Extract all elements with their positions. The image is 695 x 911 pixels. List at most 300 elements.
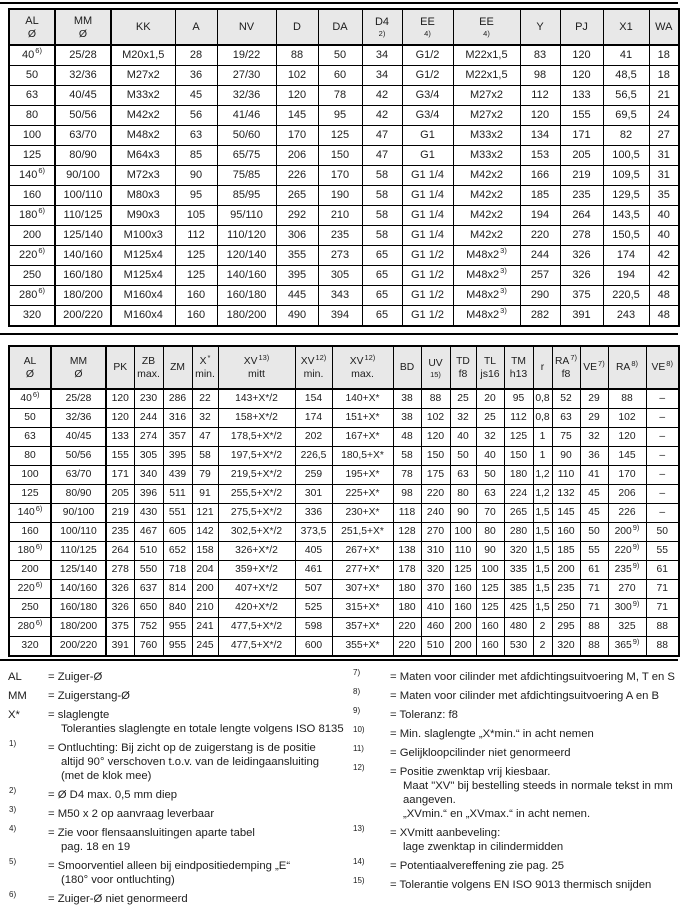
table-cell: 47: [362, 146, 402, 166]
table-cell: 80/90: [51, 485, 106, 504]
table-cell: 42: [649, 246, 679, 266]
table-cell: 385: [504, 580, 533, 599]
table-cell: 507: [295, 580, 332, 599]
table-cell: 194: [520, 206, 560, 226]
table-cell: 79: [192, 466, 218, 485]
table-cell: 2: [533, 637, 552, 657]
table-cell: –: [646, 389, 679, 409]
table-cell: 40: [649, 206, 679, 226]
header-row: [9, 9, 679, 45]
table-cell: 370: [421, 580, 450, 599]
table-cell: 158+X*/2: [218, 409, 295, 428]
column-header-al: AL Ø: [9, 9, 55, 45]
table-cell: 31: [649, 146, 679, 166]
table-cell: M64x3: [111, 146, 175, 166]
table-cell: 359+X*/2: [218, 561, 295, 580]
table-cell: 140$^{6)}$: [9, 504, 51, 523]
table-cell: 32/36: [51, 409, 106, 428]
table-cell: 133: [560, 86, 603, 106]
table-cell: 340: [134, 466, 163, 485]
table-cell: 955: [163, 618, 192, 637]
footnote-term: 2): [9, 786, 17, 796]
footnote-item: [8, 859, 352, 887]
table-cell: 25/28: [51, 389, 106, 409]
footnote-term: 5): [9, 857, 17, 867]
table-cell: 170: [608, 466, 646, 485]
footnote-text: [48, 741, 352, 783]
table-cell: 1,5: [533, 542, 552, 561]
table-cell: M42x2: [453, 186, 520, 206]
table-cell: 259: [295, 466, 332, 485]
table-row: [9, 485, 679, 504]
footnote-line: = Zie voor flensaansluitingen aparte tabel: [48, 827, 255, 839]
footnote-line: (180° voor ontluchting): [61, 874, 175, 886]
table-cell: M20x1,5: [111, 45, 175, 66]
table-cell: 50: [476, 466, 504, 485]
footnote-term: 10): [353, 725, 365, 735]
table-cell: 235: [318, 226, 362, 246]
table-cell: 320: [9, 637, 51, 657]
table-cell: 42: [362, 86, 402, 106]
table-cell: 100: [9, 126, 55, 146]
table-cell: 306: [276, 226, 318, 246]
table-cell: 48: [393, 428, 421, 447]
table-cell: 394: [318, 306, 362, 327]
column-header-pk: PK: [106, 346, 134, 389]
table-cell: 91: [192, 485, 218, 504]
footnote-item: [352, 727, 695, 741]
table-cell: 85: [175, 146, 217, 166]
table-cell: 47: [362, 126, 402, 146]
table-cell: 206: [276, 146, 318, 166]
table-cell: 70: [476, 504, 504, 523]
table-cell: 598: [295, 618, 332, 637]
table-cell: 58: [362, 226, 402, 246]
table-cell: 375: [560, 286, 603, 306]
table-cell: M42x2: [453, 166, 520, 186]
footnotes-left-column: [8, 670, 352, 911]
table-cell: 32: [450, 409, 476, 428]
table-row: [9, 206, 679, 226]
table-cell: 63: [9, 428, 51, 447]
table-cell: 280$^{6)}$: [9, 618, 51, 637]
footnote-term: 3): [9, 805, 17, 815]
table-cell: 490: [276, 306, 318, 327]
footnote-text: [390, 689, 695, 703]
table-cell: 58: [362, 186, 402, 206]
table-cell: 88: [608, 389, 646, 409]
table-cell: 125: [476, 599, 504, 618]
table-cell: 200: [552, 561, 580, 580]
table-cell: 150: [504, 447, 533, 466]
table-cell: 100,5: [603, 146, 649, 166]
footnote-text: [390, 826, 695, 854]
table-cell: 160: [9, 523, 51, 542]
table-cell: 120: [276, 86, 318, 106]
footnote-line: = XVmitt aanbeveling:: [390, 827, 501, 839]
table-cell: 71: [646, 599, 679, 618]
table-cell: 151+X*: [332, 409, 393, 428]
table-cell: 250: [552, 599, 580, 618]
table-cell: 50: [646, 523, 679, 542]
table-cell: 125/140: [55, 226, 111, 246]
table-cell: 200/220: [51, 637, 106, 657]
footnote-line: = Zuiger-Ø niet genormeerd: [48, 893, 188, 905]
table-cell: 220$^{6)}$: [9, 580, 51, 599]
table-cell: 65: [362, 266, 402, 286]
footnote-item: [8, 788, 352, 802]
table-cell: 210: [192, 599, 218, 618]
table-cell: 305: [134, 447, 163, 466]
table-cell: 430: [134, 504, 163, 523]
table-cell: 240: [421, 504, 450, 523]
table-cell: 219: [560, 166, 603, 186]
column-header-uv: UV 15): [421, 346, 450, 389]
table-cell: 102: [608, 409, 646, 428]
table-cell: 300$^{9)}$: [608, 599, 646, 618]
table-cell: 145: [608, 447, 646, 466]
table-cell: M80x3: [111, 186, 175, 206]
table-cell: M48x2$^{3)}$: [453, 286, 520, 306]
table-row: [9, 504, 679, 523]
table-cell: 320: [552, 637, 580, 657]
table-cell: 1,5: [533, 599, 552, 618]
table-cell: 160: [175, 286, 217, 306]
column-header-a: A: [175, 9, 217, 45]
footnote-text: [390, 708, 695, 722]
table-cell: 282: [520, 306, 560, 327]
table-cell: 251,5+X*: [332, 523, 393, 542]
table-cell: 88: [421, 389, 450, 409]
table-cell: 38: [393, 409, 421, 428]
table-cell: 197,5+X*/2: [218, 447, 295, 466]
table-cell: 55: [646, 542, 679, 561]
table-row: [9, 45, 679, 66]
table-cell: 36: [175, 66, 217, 86]
table-row: [9, 618, 679, 637]
column-header-bd: BD: [393, 346, 421, 389]
table-cell: 244: [520, 246, 560, 266]
table-cell: 88: [646, 618, 679, 637]
column-header-zm: ZM: [163, 346, 192, 389]
table-cell: 63/70: [55, 126, 111, 146]
table-cell: 34: [362, 66, 402, 86]
table-cell: 27: [649, 126, 679, 146]
footnote-term: 6): [9, 890, 17, 900]
table-cell: 407+X*/2: [218, 580, 295, 599]
table-cell: 120: [560, 45, 603, 66]
table-cell: 230: [134, 389, 163, 409]
column-header-wa: WA: [649, 9, 679, 45]
table-cell: 95: [175, 186, 217, 206]
column-header-ve8: VE$^{8)}$: [646, 346, 679, 389]
table-cell: 78: [393, 466, 421, 485]
footnote-text: [48, 892, 352, 906]
table-cell: 18: [649, 66, 679, 86]
table-cell: 171: [106, 466, 134, 485]
table-cell: 637: [134, 580, 163, 599]
table-cell: 355: [276, 246, 318, 266]
column-header-x1: X1: [603, 9, 649, 45]
table-cell: 50/56: [51, 447, 106, 466]
table-cell: G1 1/4: [402, 226, 453, 246]
table-cell: 396: [134, 485, 163, 504]
table-cell: G3/4: [402, 86, 453, 106]
table-cell: 80: [9, 106, 55, 126]
table-cell: 29: [580, 389, 608, 409]
table-cell: 326: [106, 599, 134, 618]
table-cell: 302,5+X*/2: [218, 523, 295, 542]
table-cell: 50: [450, 447, 476, 466]
table-cell: 244: [134, 409, 163, 428]
table-cell: 58: [362, 206, 402, 226]
table-cell: 63: [9, 86, 55, 106]
footnote-line: = M50 x 2 op aanvraag leverbaar: [48, 808, 215, 820]
table-cell: 71: [580, 580, 608, 599]
table-cell: 264: [560, 206, 603, 226]
table-cell: 158: [192, 542, 218, 561]
table-cell: 180,5+X*: [332, 447, 393, 466]
footnote-line: Toleranties slaglengte en totale lengte volgens ISO 8135: [61, 723, 344, 735]
table-cell: 69,5: [603, 106, 649, 126]
table-cell: 650: [134, 599, 163, 618]
footnote-term: MM: [8, 690, 27, 702]
table-cell: 50/60: [217, 126, 276, 146]
table-cell: M48x2$^{3)}$: [453, 266, 520, 286]
table-cell: 40: [476, 447, 504, 466]
table-cell: 510: [421, 637, 450, 657]
table-cell: 166: [520, 166, 560, 186]
table-cell: 278: [106, 561, 134, 580]
table-cell: G1: [402, 126, 453, 146]
table-cell: 551: [163, 504, 192, 523]
table-cell: 220: [393, 618, 421, 637]
table-cell: 200: [450, 618, 476, 637]
footnote-term: 4): [9, 824, 17, 834]
table-cell: –: [646, 485, 679, 504]
footnote-text: [390, 746, 695, 760]
footnote-line: = Potentiaalvereffening zie pag. 25: [390, 860, 565, 872]
table-cell: 160: [9, 186, 55, 206]
table-cell: G1/2: [402, 66, 453, 86]
table-cell: 180: [393, 599, 421, 618]
footnote-line: = Ontluchting: Bij zicht op de zuigerstang is de positie: [48, 742, 316, 754]
column-header-al: AL Ø: [9, 346, 51, 389]
column-header-ve7: VE$^{7)}$: [580, 346, 608, 389]
table-cell: 1,2: [533, 485, 552, 504]
table-cell: 50: [318, 45, 362, 66]
table-cell: 357+X*: [332, 618, 393, 637]
table-cell: 405: [295, 542, 332, 561]
table-cell: 200: [9, 561, 51, 580]
table-cell: 61: [580, 561, 608, 580]
table-cell: 25/28: [55, 45, 111, 66]
table-cell: 129,5: [603, 186, 649, 206]
column-header-kk: KK: [111, 9, 175, 45]
table-cell: 160/180: [51, 599, 106, 618]
table-cell: 180: [393, 580, 421, 599]
table-cell: 230+X*: [332, 504, 393, 523]
table-cell: 63: [476, 485, 504, 504]
table-cell: G1 1/2: [402, 306, 453, 327]
table-cell: 98: [520, 66, 560, 86]
table-cell: 50: [580, 523, 608, 542]
table-cell: 63: [450, 466, 476, 485]
table-cell: 160: [450, 580, 476, 599]
table-cell: 600: [295, 637, 332, 657]
table-cell: 525: [295, 599, 332, 618]
cylinder-dimensions-table-top: [8, 8, 680, 327]
footnote-line: = Gelijkloopcilinder niet genormeerd: [390, 747, 571, 759]
table-cell: 530: [504, 637, 533, 657]
table-cell: 100/110: [55, 186, 111, 206]
table-cell: 355+X*: [332, 637, 393, 657]
table-cell: M90x3: [111, 206, 175, 226]
table-cell: 235: [552, 580, 580, 599]
table-cell: 160: [450, 599, 476, 618]
table-cell: 41: [580, 466, 608, 485]
table-cell: 48,5: [603, 66, 649, 86]
table-cell: 202: [295, 428, 332, 447]
table-row: [9, 146, 679, 166]
table-cell: 100: [476, 561, 504, 580]
table-cell: G1/2: [402, 45, 453, 66]
table-cell: 467: [134, 523, 163, 542]
table-cell: 307+X*: [332, 580, 393, 599]
table-cell: 1,5: [533, 504, 552, 523]
table-cell: 226,5: [295, 447, 332, 466]
table-cell: 373,5: [295, 523, 332, 542]
table-row: [9, 246, 679, 266]
table-cell: G1 1/4: [402, 186, 453, 206]
footnote-item: [8, 741, 352, 783]
table-cell: 32: [192, 409, 218, 428]
middle-divider-rule: [0, 333, 678, 335]
footnote-line: = Min. slaglengte „X*min.“ in acht nemen: [390, 728, 594, 740]
table-cell: –: [646, 447, 679, 466]
table-cell: 110/120: [217, 226, 276, 246]
table-cell: 220,5: [603, 286, 649, 306]
table-cell: 194: [603, 266, 649, 286]
table-cell: M160x4: [111, 306, 175, 327]
column-header-tl: TL js16: [476, 346, 504, 389]
table-cell: 90: [175, 166, 217, 186]
table-cell: 32/36: [55, 66, 111, 86]
table-cell: 61: [646, 561, 679, 580]
table-cell: 63: [552, 409, 580, 428]
table-cell: 305: [318, 266, 362, 286]
column-header-xv13: XV$^{13)}$ mitt: [218, 346, 295, 389]
footnote-item: [352, 859, 695, 873]
table-cell: 391: [106, 637, 134, 657]
column-header-ee: EE 4): [402, 9, 453, 45]
table-cell: 60: [318, 66, 362, 86]
table-cell: 425: [504, 599, 533, 618]
footnote-line: pag. 18 en 19: [61, 841, 131, 853]
table-cell: 134: [520, 126, 560, 146]
table-cell: 200/220: [55, 306, 111, 327]
footnote-line: = slaglengte: [48, 709, 110, 721]
table-row: [9, 637, 679, 657]
table-cell: 35: [649, 186, 679, 206]
footnote-text: [48, 807, 352, 821]
table-cell: 155: [106, 447, 134, 466]
table-cell: 175: [421, 466, 450, 485]
table-cell: 316: [163, 409, 192, 428]
table-cell: 40/45: [55, 86, 111, 106]
footnote-term: 8): [353, 687, 361, 697]
table-cell: M27x2: [453, 86, 520, 106]
table-cell: 120: [421, 428, 450, 447]
table-cell: G1 1/4: [402, 166, 453, 186]
table-cell: 41: [603, 45, 649, 66]
table-cell: 174: [295, 409, 332, 428]
table-cell: 132: [552, 485, 580, 504]
table-cell: 170: [276, 126, 318, 146]
table-cell: 153: [520, 146, 560, 166]
table-cell: 47: [192, 428, 218, 447]
footnote-item: [8, 826, 352, 854]
footnote-text: [48, 826, 352, 854]
table-cell: 326: [560, 266, 603, 286]
table-cell: 100/110: [51, 523, 106, 542]
table-row: [9, 266, 679, 286]
footnote-item: [8, 892, 352, 906]
column-header-xv12: XV$^{12)}$ max.: [332, 346, 393, 389]
table-cell: 110/125: [51, 542, 106, 561]
footnote-text: [390, 878, 695, 892]
table-cell: 24: [649, 106, 679, 126]
table-cell: 27/30: [217, 66, 276, 86]
table-cell: 82: [603, 126, 649, 146]
table-cell: 40: [649, 226, 679, 246]
footnote-term: 9): [353, 706, 361, 716]
table-cell: M72x3: [111, 166, 175, 186]
table-cell: 40: [450, 428, 476, 447]
table-cell: G1 1/4: [402, 206, 453, 226]
footnote-line: „XVmin.“ en „XVmax.“ in acht nemen.: [403, 808, 591, 820]
table-row: [9, 523, 679, 542]
column-header-d: D: [276, 9, 318, 45]
table-cell: 128: [393, 523, 421, 542]
table-cell: 85/95: [217, 186, 276, 206]
table-cell: 280$^{6)}$: [9, 286, 55, 306]
table-cell: 245: [192, 637, 218, 657]
footnote-term: 14): [353, 857, 365, 867]
table-cell: 112: [520, 86, 560, 106]
table-cell: 270: [608, 580, 646, 599]
footnote-line: = Positie zwenktap vrij kiesbaar.: [390, 766, 551, 778]
table-cell: 125: [9, 146, 55, 166]
column-header-xv12: XV$^{12)}$ min.: [295, 346, 332, 389]
table-cell: 200$^{9)}$: [608, 523, 646, 542]
column-header-td: TD f8: [450, 346, 476, 389]
table-cell: 45: [580, 485, 608, 504]
table-cell: 204: [192, 561, 218, 580]
table-cell: M33x2: [453, 146, 520, 166]
table-cell: 90/100: [55, 166, 111, 186]
footnote-text: [48, 689, 352, 703]
footnote-line: lage zwenktap in cilindermidden: [403, 841, 564, 853]
table-cell: 510: [134, 542, 163, 561]
table-cell: 25: [476, 409, 504, 428]
table-cell: 326: [560, 246, 603, 266]
table-cell: 241: [192, 618, 218, 637]
table-cell: 90/100: [51, 504, 106, 523]
table-cell: 310: [421, 542, 450, 561]
footnote-text: [390, 765, 695, 821]
footnote-text: [390, 670, 695, 684]
